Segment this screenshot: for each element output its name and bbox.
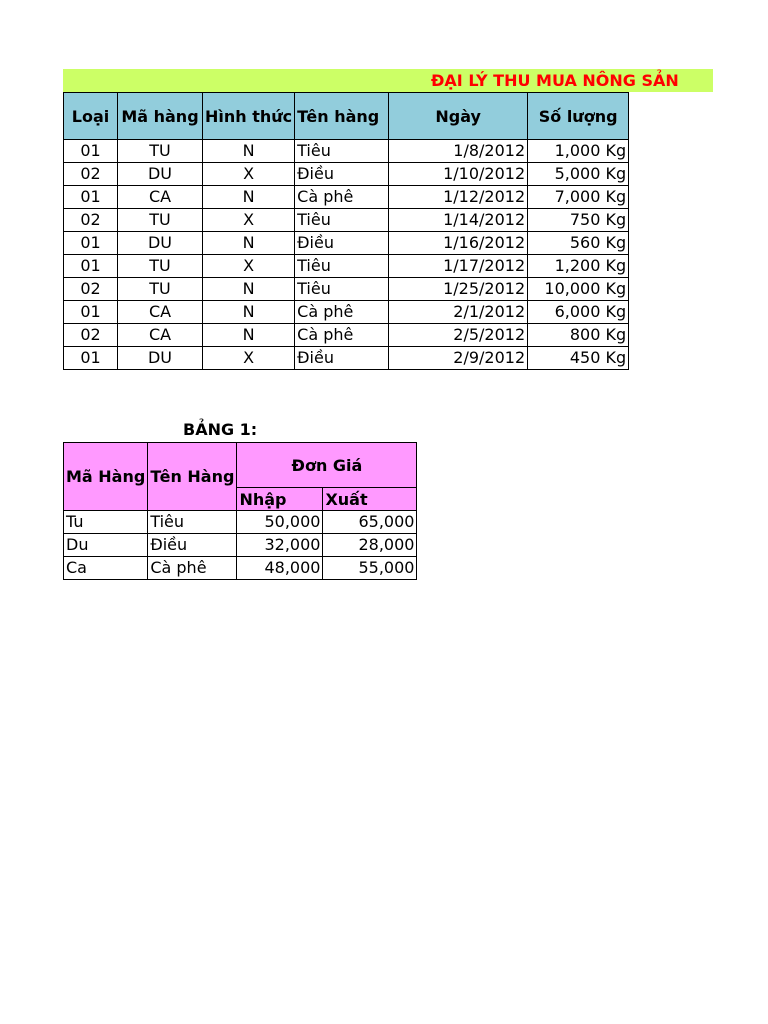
header-ten-hang[interactable]: Tên hàng [295, 93, 389, 140]
cell-ten-hang[interactable]: Điều [295, 347, 389, 370]
table-row [64, 163, 629, 186]
price-table [63, 442, 417, 580]
cell-ngay[interactable]: 1/10/2012 [389, 163, 528, 186]
table-row [64, 301, 629, 324]
cell-ma-hang[interactable]: DU [118, 347, 203, 370]
cell-ten-hang[interactable]: Điều [295, 232, 389, 255]
cell-ma-hang[interactable]: CA [118, 324, 203, 347]
cell-ten-hang[interactable]: Cà phê [295, 186, 389, 209]
cell-ngay[interactable]: 1/25/2012 [389, 278, 528, 301]
header-loai[interactable]: Loại [64, 93, 118, 140]
cell-so-luong[interactable]: 7,000 Kg [528, 186, 629, 209]
table-row [64, 511, 417, 534]
header-ngay[interactable]: Ngày [389, 93, 528, 140]
cell-loai[interactable]: 01 [64, 140, 118, 163]
table-row [64, 534, 417, 557]
cell-ma-hang[interactable]: TU [118, 140, 203, 163]
cell-ten-hang[interactable]: Điều [295, 163, 389, 186]
cell-loai[interactable]: 02 [64, 163, 118, 186]
cell-ten-hang[interactable]: Tiêu [295, 255, 389, 278]
cell-ngay[interactable]: 1/14/2012 [389, 209, 528, 232]
cell-ngay[interactable]: 1/8/2012 [389, 140, 528, 163]
header-ma-hang[interactable]: Mã hàng [118, 93, 203, 140]
cell-so-luong[interactable]: 1,000 Kg [528, 140, 629, 163]
cell-hinh-thuc[interactable]: X [203, 163, 295, 186]
cell-loai[interactable]: 01 [64, 347, 118, 370]
cell-ma-hang[interactable]: CA [118, 301, 203, 324]
cell-ngay[interactable]: 2/9/2012 [389, 347, 528, 370]
cell-hinh-thuc[interactable]: N [203, 232, 295, 255]
cell-so-luong[interactable]: 6,000 Kg [528, 301, 629, 324]
table-row [64, 347, 629, 370]
cell-ma-hang[interactable]: DU [118, 163, 203, 186]
table-row [64, 278, 629, 301]
cell-ma-hang[interactable]: TU [118, 255, 203, 278]
cell-ten-hang[interactable]: Cà phê [295, 301, 389, 324]
cell-ten-hang[interactable]: Cà phê [295, 324, 389, 347]
purchase-table [63, 92, 629, 370]
cell-so-luong[interactable]: 750 Kg [528, 209, 629, 232]
cell-hinh-thuc[interactable]: N [203, 324, 295, 347]
table-row [64, 140, 629, 163]
cell-hinh-thuc[interactable]: N [203, 186, 295, 209]
cell-so-luong[interactable]: 560 Kg [528, 232, 629, 255]
cell-ma-hang-price[interactable]: Tu [64, 511, 148, 534]
sheet-title: ĐẠI LÝ THU MUA NÔNG SẢN [431, 71, 679, 90]
cell-ten-hang-price[interactable]: Điều [148, 534, 237, 557]
cell-xuat[interactable]: 65,000 [323, 511, 417, 534]
header-nhap[interactable]: Nhập [237, 488, 323, 511]
cell-ten-hang-price[interactable]: Tiêu [148, 511, 237, 534]
cell-loai[interactable]: 01 [64, 255, 118, 278]
cell-ten-hang[interactable]: Tiêu [295, 209, 389, 232]
cell-ngay[interactable]: 1/16/2012 [389, 232, 528, 255]
cell-hinh-thuc[interactable]: X [203, 255, 295, 278]
table-row [64, 324, 629, 347]
cell-ngay[interactable]: 2/5/2012 [389, 324, 528, 347]
table-row [64, 557, 417, 580]
price-header-row-1 [64, 443, 417, 488]
cell-ma-hang[interactable]: CA [118, 186, 203, 209]
cell-xuat[interactable]: 55,000 [323, 557, 417, 580]
header-ten-hang-price[interactable]: Tên Hàng [148, 443, 237, 511]
cell-so-luong[interactable]: 5,000 Kg [528, 163, 629, 186]
cell-hinh-thuc[interactable]: N [203, 301, 295, 324]
cell-nhap[interactable]: 32,000 [237, 534, 323, 557]
header-xuat[interactable]: Xuất [323, 488, 417, 511]
bang-1-title: BẢNG 1: [183, 420, 258, 439]
cell-nhap[interactable]: 50,000 [237, 511, 323, 534]
cell-loai[interactable]: 02 [64, 278, 118, 301]
cell-ma-hang[interactable]: TU [118, 209, 203, 232]
cell-loai[interactable]: 01 [64, 186, 118, 209]
header-row [64, 93, 629, 140]
table-row [64, 232, 629, 255]
header-so-luong[interactable]: Số lượng [528, 93, 629, 140]
cell-ma-hang-price[interactable]: Du [64, 534, 148, 557]
cell-loai[interactable]: 01 [64, 232, 118, 255]
cell-ngay[interactable]: 2/1/2012 [389, 301, 528, 324]
table-row [64, 186, 629, 209]
table-row [64, 209, 629, 232]
cell-ngay[interactable]: 1/12/2012 [389, 186, 528, 209]
cell-ten-hang[interactable]: Tiêu [295, 140, 389, 163]
cell-ma-hang[interactable]: DU [118, 232, 203, 255]
cell-ten-hang-price[interactable]: Cà phê [148, 557, 237, 580]
cell-ngay[interactable]: 1/17/2012 [389, 255, 528, 278]
header-don-gia[interactable]: Đơn Giá [237, 443, 417, 488]
cell-so-luong[interactable]: 450 Kg [528, 347, 629, 370]
cell-so-luong[interactable]: 800 Kg [528, 324, 629, 347]
cell-hinh-thuc[interactable]: N [203, 140, 295, 163]
cell-loai[interactable]: 01 [64, 301, 118, 324]
cell-ten-hang[interactable]: Tiêu [295, 278, 389, 301]
cell-loai[interactable]: 02 [64, 209, 118, 232]
cell-hinh-thuc[interactable]: N [203, 278, 295, 301]
cell-nhap[interactable]: 48,000 [237, 557, 323, 580]
cell-hinh-thuc[interactable]: X [203, 209, 295, 232]
table-row [64, 255, 629, 278]
cell-so-luong[interactable]: 10,000 Kg [528, 278, 629, 301]
cell-ma-hang[interactable]: TU [118, 278, 203, 301]
header-hinh-thuc[interactable]: Hình thức [203, 93, 295, 140]
cell-hinh-thuc[interactable]: X [203, 347, 295, 370]
cell-so-luong[interactable]: 1,200 Kg [528, 255, 629, 278]
header-ma-hang-price[interactable]: Mã Hàng [64, 443, 148, 511]
cell-ma-hang-price[interactable]: Ca [64, 557, 148, 580]
cell-xuat[interactable]: 28,000 [323, 534, 417, 557]
cell-loai[interactable]: 02 [64, 324, 118, 347]
